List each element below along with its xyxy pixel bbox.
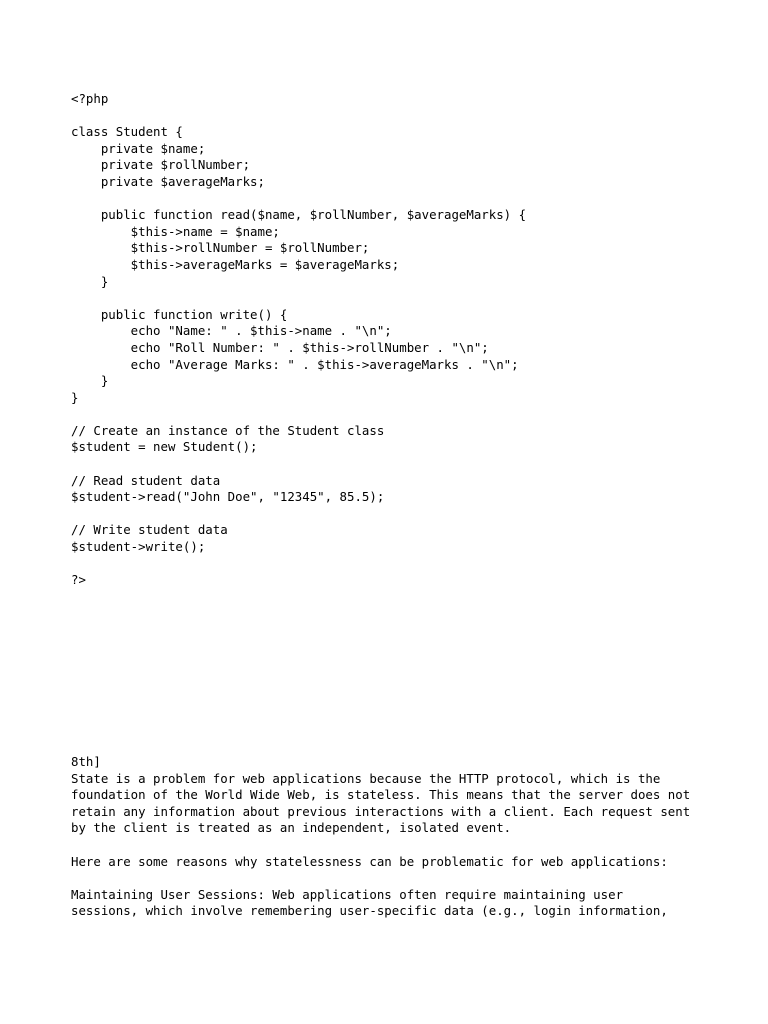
paragraph-line: by the client is treated as an independent, isolated event. (71, 820, 512, 836)
code-line (71, 556, 751, 573)
paragraph-line: sessions, which involve remembering user-specific data (e.g., login information, (71, 903, 668, 919)
paragraph-line: foundation of the World Wide Web, is stateless. This means that the server does not (71, 787, 691, 803)
code-line: $this->averageMarks = $averageMarks; (71, 256, 400, 272)
code-line: $this->rollNumber = $rollNumber; (71, 240, 370, 256)
paragraph-line: Maintaining User Sessions: Web applications often require maintaining user (71, 886, 624, 902)
code-line: echo "Roll Number: " . $this->rollNumber . "\n"; (71, 339, 489, 355)
code-line (71, 191, 751, 208)
paragraph-line (71, 870, 751, 887)
code-line: } (71, 373, 109, 389)
code-line: private $averageMarks; (71, 173, 265, 189)
code-line: private $name; (71, 140, 206, 156)
code-line: $this->name = $name; (71, 223, 280, 239)
code-line: $student->write(); (71, 539, 206, 555)
code-line: public function write() { (71, 306, 288, 322)
code-line: $student->read("John Doe", "12345", 85.5); (71, 489, 385, 505)
code-line: ?> (71, 572, 86, 588)
code-line (71, 290, 751, 307)
paragraph-line: State is a problem for web applications because the HTTP protocol, which is the (71, 770, 661, 786)
code-line: echo "Name: " . $this->name . "\n"; (71, 323, 392, 339)
code-comment-line: // Create an instance of the Student class (71, 422, 385, 438)
section-heading: 8th] (71, 754, 101, 769)
code-line: $student = new Student(); (71, 439, 258, 455)
code-line (71, 456, 751, 473)
code-line (71, 406, 751, 423)
paragraph-line: Here are some reasons why statelessness can be problematic for web applications: (71, 853, 668, 869)
code-line: class Student { (71, 124, 183, 140)
paragraph-line: retain any information about previous interactions with a client. Each request sent (71, 803, 691, 819)
code-line: } (71, 273, 109, 289)
php-code-block (71, 91, 751, 589)
paragraph-line (71, 837, 751, 854)
code-line: public function read($name, $rollNumber, $averageMarks) { (71, 207, 527, 223)
code-line: private $rollNumber; (71, 157, 251, 173)
code-comment-line: // Write student data (71, 522, 228, 538)
code-line (71, 108, 751, 125)
code-line (71, 506, 751, 523)
answer-text-block (71, 754, 751, 920)
code-line: echo "Average Marks: " . $this->averageMarks . "\n"; (71, 356, 519, 372)
code-line: } (71, 389, 79, 405)
code-comment-line: // Read student data (71, 472, 221, 488)
code-line: <?php (71, 91, 109, 106)
